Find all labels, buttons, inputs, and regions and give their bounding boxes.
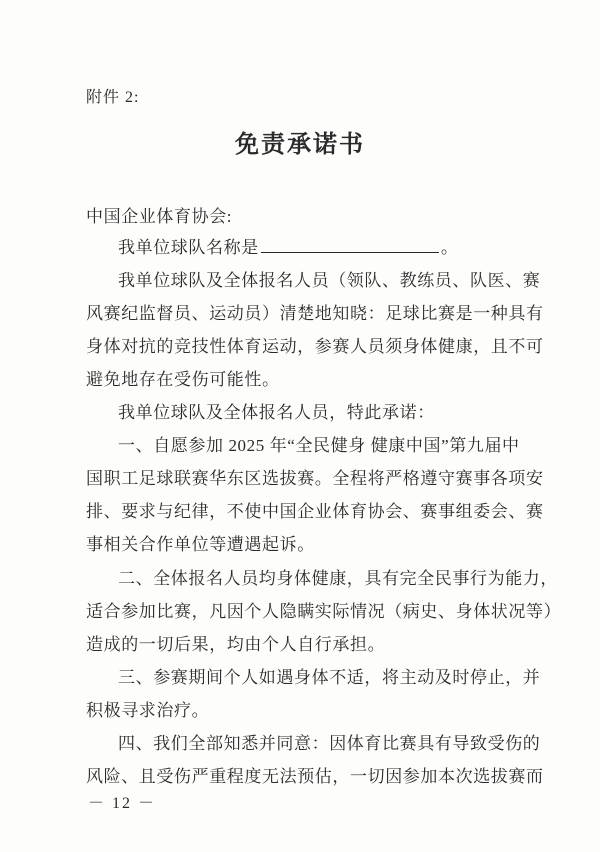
paragraph-line: 避免地存在受伤可能性。 — [86, 370, 280, 389]
attachment-label: 附件 2: — [86, 89, 140, 106]
paragraph-line: 积极寻求治疗。 — [86, 701, 210, 720]
team-name-line — [118, 233, 458, 258]
document-title: 免责承诺书 — [235, 132, 365, 158]
paragraph-line: 适合参加比赛，凡因个人隐瞒实际情况（病史、身体状况等） — [86, 602, 562, 621]
page-number: － 12 － — [88, 795, 157, 812]
paragraph-line: 二、全体报名人员均身体健康，具有完全民事行为能力， — [118, 569, 558, 588]
paragraph-line: 一、自愿参加 2025 年“全民健身 健康中国”第九届中 — [118, 436, 520, 455]
paragraph-line: 事相关合作单位等遭遇起诉。 — [86, 535, 315, 554]
paragraph-line: 三、参赛期间个人如遇身体不适，将主动及时停止，并 — [118, 668, 541, 687]
paragraph-line: 造成的一切后果，均由个人自行承担。 — [86, 635, 386, 654]
paragraph-line: 风赛纪监督员、运动员）清楚地知晓：足球比赛是一种具有 — [86, 304, 544, 323]
paragraph-line: 风险、且受伤严重程度无法预估，一切因参加本次选拔赛而 — [86, 767, 544, 786]
paragraph-line: 排、要求与纪律，不使中国企业体育协会、赛事组委会、赛 — [86, 502, 544, 521]
salutation: 中国企业体育协会: — [86, 207, 233, 226]
paragraph-line: 四、我们全部知悉并同意：因体育比赛具有导致受伤的 — [118, 734, 541, 753]
team-name-blank — [261, 238, 439, 253]
team-name-end: 。 — [440, 238, 459, 257]
paragraph-line: 我单位球队及全体报名人员，特此承诺： — [118, 403, 435, 422]
paragraph-line: 我单位球队及全体报名人员（领队、教练员、队医、赛 — [118, 271, 541, 290]
paragraph-line: 国职工足球联赛华东区选拔赛。全程将严格遵守赛事各项安 — [86, 469, 544, 488]
team-name-label: 我单位球队名称是 — [118, 238, 259, 257]
paragraph-line: 身体对抗的竞技性体育运动，参赛人员须身体健康，且不可 — [86, 337, 544, 356]
